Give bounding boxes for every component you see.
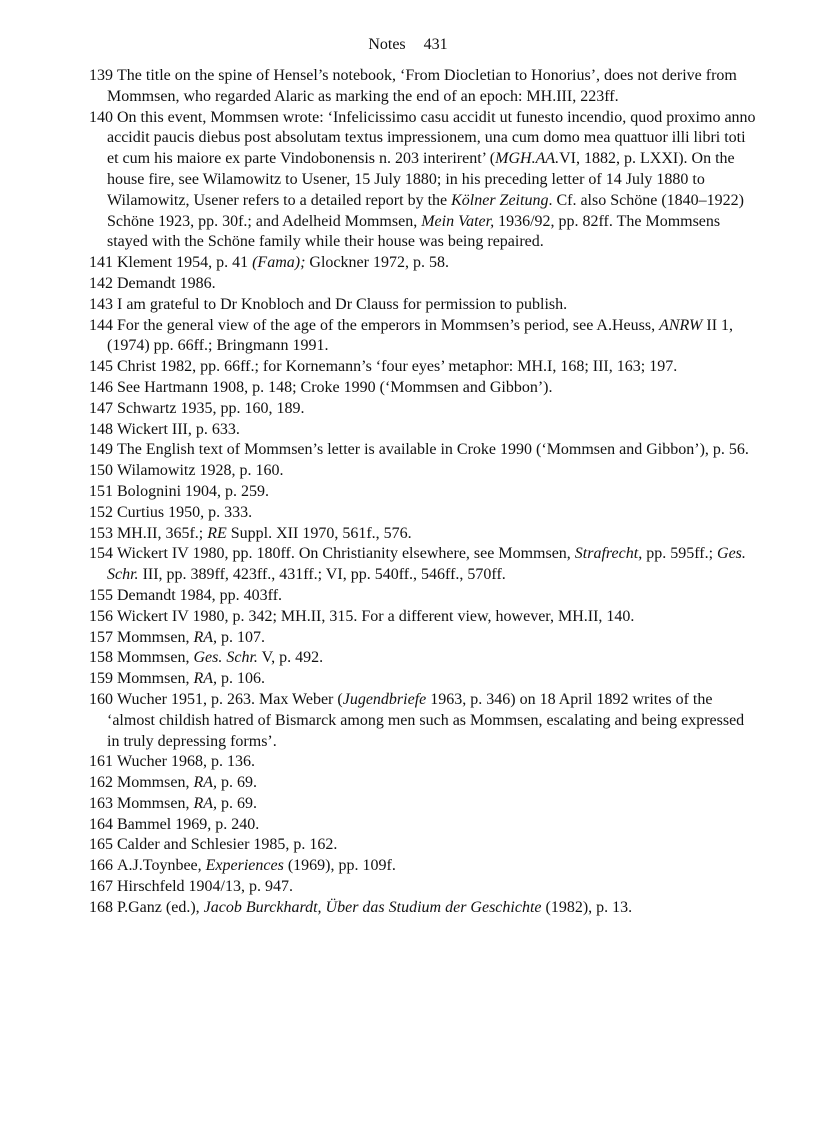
endnote-text: 1936/92, pp. 82ff. The Mommsens stayed with the Schöne family while their house was being repaired.: [107, 212, 721, 251]
endnote-italic-text: RE: [207, 524, 227, 542]
endnote-italic-text: RA,: [193, 774, 217, 792]
endnote-151: [89, 482, 759, 503]
endnote-italic-text: Kölner Zeitung: [451, 191, 549, 209]
endnote-148: [89, 420, 759, 441]
endnote-text: A.J.Toynbee,: [117, 857, 206, 875]
endnote-168: [89, 898, 759, 919]
endnote-text: p. 69.: [217, 794, 257, 812]
endnote-italic-text: Ges. Schr.: [107, 545, 746, 584]
endnote-number: 160: [89, 690, 113, 708]
endnote-number: 159: [89, 670, 113, 688]
endnote-text: Mommsen,: [117, 628, 194, 646]
endnote-number: 141: [89, 254, 113, 272]
endnote-number: 147: [89, 399, 113, 417]
endnote-italic-text: Strafrecht,: [574, 545, 643, 563]
endnote-142: [89, 274, 759, 295]
endnote-number: 164: [89, 815, 113, 833]
endnote-text: Wickert III, p. 633.: [117, 420, 240, 438]
endnote-141: [89, 253, 759, 274]
endnote-158: [89, 648, 759, 669]
endnote-number: 144: [89, 316, 113, 334]
endnote-number: 154: [89, 545, 113, 563]
endnote-number: 150: [89, 462, 113, 480]
endnote-156: [89, 607, 759, 628]
endnote-text: For the general view of the age of the emperors in Mommsen’s period, see A.Heuss,: [117, 316, 660, 334]
page-number: 431: [423, 36, 448, 53]
endnote-166: [89, 856, 759, 877]
endnote-139: [89, 66, 759, 108]
endnote-number: 161: [89, 753, 113, 771]
endnote-text: Wickert IV 1980, pp. 180ff. On Christianity elsewhere, see Mommsen,: [117, 545, 575, 563]
endnote-text: Mommsen,: [117, 794, 194, 812]
endnote-text: Mommsen,: [117, 670, 194, 688]
endnote-text: p. 107.: [217, 628, 265, 646]
endnote-number: 142: [89, 274, 113, 292]
endnote-159: [89, 669, 759, 690]
endnote-text: V, p. 492.: [257, 649, 324, 667]
endnote-143: [89, 295, 759, 316]
endnote-italic-text: RA,: [193, 794, 217, 812]
endnote-149: [89, 440, 759, 461]
endnote-text: II 1, (1974) pp. 66ff.; Bringmann 1991.: [107, 316, 734, 355]
endnote-text: Mommsen,: [117, 649, 194, 667]
endnote-italic-text: (Fama);: [252, 254, 306, 272]
endnote-text: (1969), pp. 109f.: [283, 857, 396, 875]
endnote-italic-text: MGH.AA.: [495, 150, 560, 168]
endnote-165: [89, 835, 759, 856]
endnote-text: p. 69.: [217, 774, 257, 792]
endnote-text: Bammel 1969, p. 240.: [117, 815, 260, 833]
endnote-number: 140: [89, 108, 113, 126]
endnote-text: Calder and Schlesier 1985, p. 162.: [117, 836, 338, 854]
endnote-167: [89, 877, 759, 898]
endnote-text: Curtius 1950, p. 333.: [117, 503, 253, 521]
endnote-text: The English text of Mommsen’s letter is available in Croke 1990 (‘Mommsen and Gibbon’), p. 56.: [117, 441, 749, 459]
endnote-text: On this event, Mommsen wrote: ‘Infelicissimo casu accidit ut funesto incendio, quod proximo anno accidit paucis diebus post absolutam textus impressionem, una cum domo mea quattuor illi libri toti et cum his maiore ex parte Vindobonensis n. 203 interirent’ (: [107, 108, 756, 168]
endnote-text: Hirschfeld 1904/13, p. 947.: [117, 878, 293, 896]
endnote-number: 162: [89, 774, 113, 792]
endnote-text: pp. 595ff.;: [642, 545, 718, 563]
endnote-number: 157: [89, 628, 113, 646]
endnote-text: The title on the spine of Hensel’s notebook, ‘From Diocletian to Honorius’, does not derive from Mommsen, who regarded Alaric as marking the end of an epoch: MH.III, 223ff.: [107, 67, 737, 105]
running-header: [0, 34, 816, 56]
endnote-153: [89, 524, 759, 545]
endnote-italic-text: Jacob Burckhardt, Über das Studium der Geschichte: [203, 898, 542, 916]
endnote-text: VI, 1882, p. LXXI). On the house fire, see Wilamowitz to Usener, 15 July 1880; in his preceding letter of 14 July 1880 to Wilamowitz, Usener refers to a detailed report by the: [107, 150, 735, 209]
endnote-italic-text: Jugendbriefe: [342, 690, 427, 708]
endnote-text: MH.II, 365f.;: [117, 524, 208, 542]
endnote-text: Glockner 1972, p. 58.: [305, 254, 449, 272]
endnote-number: 146: [89, 378, 113, 396]
endnote-number: 153: [89, 524, 113, 542]
endnote-140: [89, 108, 759, 254]
endnote-number: 149: [89, 441, 113, 459]
endnote-154: [89, 544, 759, 586]
endnotes-list: [89, 66, 759, 919]
endnote-number: 155: [89, 586, 113, 604]
endnote-164: [89, 815, 759, 836]
endnote-text: Wucher 1968, p. 136.: [117, 753, 255, 771]
endnote-number: 156: [89, 607, 113, 625]
endnote-text: Klement 1954, p. 41: [117, 254, 253, 272]
endnote-number: 163: [89, 794, 113, 812]
endnote-text: Schwartz 1935, pp. 160, 189.: [117, 399, 305, 417]
endnote-147: [89, 399, 759, 420]
endnote-text: . Cf. also Schöne (1840–1922) Schöne 1923, pp. 30f.; and Adelheid Mommsen,: [107, 191, 744, 230]
endnote-text: III, pp. 389ff, 423ff., 431ff.; VI, pp. 540ff., 546ff., 570ff.: [138, 566, 506, 584]
endnote-text: Demandt 1986.: [117, 274, 216, 292]
endnote-text: P.Ganz (ed.),: [117, 898, 204, 916]
endnote-160: [89, 690, 759, 752]
endnote-italic-text: Mein Vater,: [421, 212, 495, 230]
endnote-number: 168: [89, 898, 113, 916]
endnote-italic-text: Ges. Schr.: [193, 649, 258, 667]
endnote-number: 165: [89, 836, 113, 854]
endnote-text: Wickert IV 1980, p. 342; MH.II, 315. For a different view, however, MH.II, 140.: [117, 607, 635, 625]
endnote-number: 143: [89, 295, 113, 313]
endnote-number: 148: [89, 420, 113, 438]
endnote-italic-text: ANRW: [659, 316, 703, 334]
endnote-text: (1982), p. 13.: [541, 898, 633, 916]
endnote-text: Mommsen,: [117, 774, 194, 792]
endnote-text: Wucher 1951, p. 263. Max Weber (: [117, 690, 343, 708]
header-title: Notes: [368, 36, 406, 53]
endnote-number: 139: [89, 67, 113, 84]
endnote-number: 166: [89, 857, 113, 875]
endnote-text: See Hartmann 1908, p. 148; Croke 1990 (‘Mommsen and Gibbon’).: [117, 378, 553, 396]
endnote-161: [89, 752, 759, 773]
endnote-146: [89, 378, 759, 399]
endnote-text: 1963, p. 346) on 18 April 1892 writes of the ‘almost childish hatred of Bismarck among men such as Mommsen, escalating and being expressed in truly depressing forms’.: [107, 690, 745, 750]
endnote-italic-text: RA,: [193, 670, 217, 688]
endnote-text: Suppl. XII 1970, 561f., 576.: [226, 524, 412, 542]
endnote-number: 145: [89, 358, 113, 376]
endnote-text: Wilamowitz 1928, p. 160.: [117, 462, 284, 480]
endnote-144: [89, 316, 759, 358]
endnote-163: [89, 794, 759, 815]
endnote-text: Christ 1982, pp. 66ff.; for Kornemann’s ‘four eyes’ metaphor: MH.I, 168; III, 163; 197.: [117, 358, 678, 376]
endnote-152: [89, 503, 759, 524]
endnote-145: [89, 357, 759, 378]
endnote-number: 158: [89, 649, 113, 667]
endnote-157: [89, 628, 759, 649]
endnote-number: 151: [89, 482, 113, 500]
endnote-150: [89, 461, 759, 482]
endnote-162: [89, 773, 759, 794]
endnote-italic-text: Experiences: [205, 857, 284, 875]
endnote-text: p. 106.: [217, 670, 265, 688]
endnote-number: 152: [89, 503, 113, 521]
endnote-text: I am grateful to Dr Knobloch and Dr Clauss for permission to publish.: [117, 295, 568, 313]
endnote-number: 167: [89, 878, 113, 896]
endnote-155: [89, 586, 759, 607]
endnote-italic-text: RA,: [193, 628, 217, 646]
endnote-text: Demandt 1984, pp. 403ff.: [117, 586, 283, 604]
endnote-text: Bolognini 1904, p. 259.: [117, 482, 270, 500]
